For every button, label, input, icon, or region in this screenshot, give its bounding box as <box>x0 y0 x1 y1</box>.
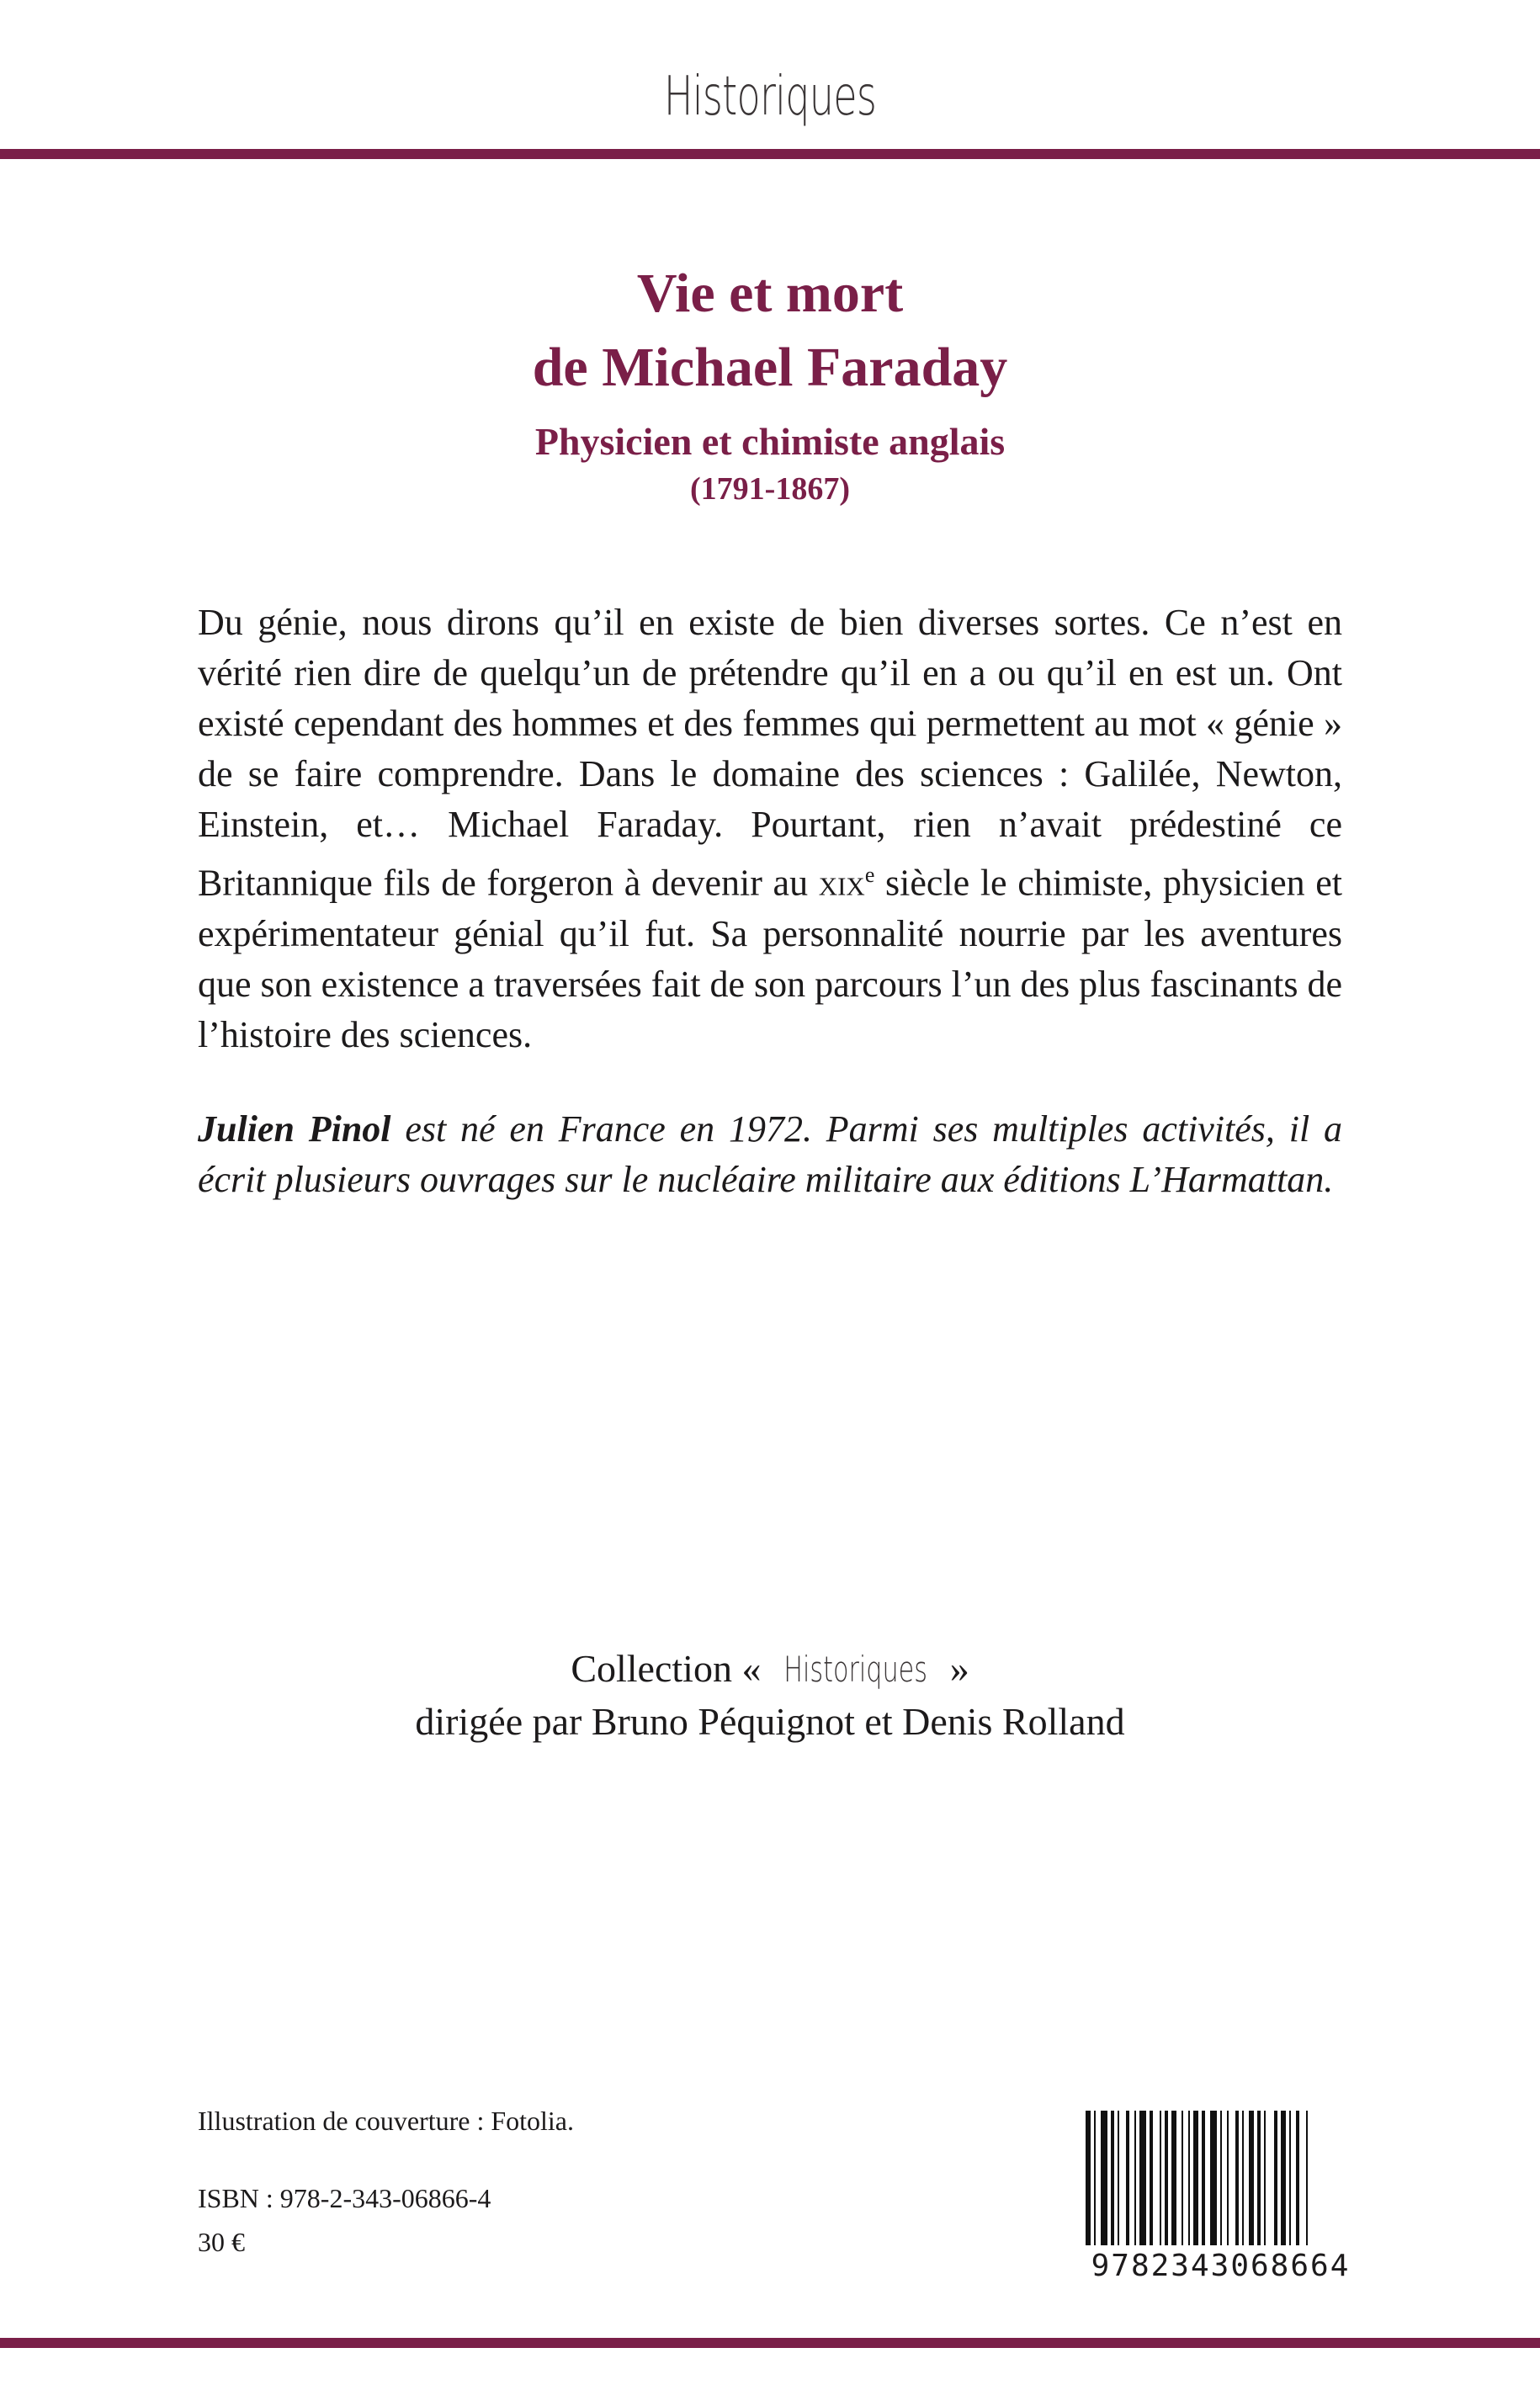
collection-name: Historiques <box>783 1649 927 1690</box>
barcode-bar <box>1094 2111 1096 2245</box>
book-title-line-2: de Michael Faraday <box>532 337 1008 398</box>
collection-info <box>0 1643 1540 1748</box>
barcode-bar <box>1257 2111 1261 2245</box>
blurb-part-1: Du génie, nous dirons qu’il en existe de bien diverses sortes. Ce n’est en vérité rien dire de quelqu’un de prétendre qu’il en a ou qu’il en est un. Ont existé cependant des hommes et des femmes qui permettent au mot « génie » de se faire comprendre. Dans le domaine des sciences : Galilée, Newton, Einstein, et… Michael Faraday. Pourtant, rien n’avait prédestiné ce Britannique fils de forgeron à devenir au <box>198 602 1342 904</box>
blurb-paragraph <box>198 598 1342 1060</box>
barcode-bar <box>1134 2111 1136 2245</box>
barcode-bar <box>1264 2111 1266 2245</box>
price: 30 € <box>198 2227 245 2257</box>
barcode-bar <box>1289 2111 1291 2245</box>
barcode-bar <box>1150 2111 1153 2245</box>
collection-prefix: Collection « <box>571 1647 762 1690</box>
blurb-part-2: siècle le chimiste, physicien et expérimentateur génial qu’il fut. Sa personnalité nourrie par les aventures que son existence a traversées fait de son parcours l’un des plus fascinants de l’histoire des sciences. <box>198 862 1342 1055</box>
barcode-bar <box>1227 2111 1229 2245</box>
barcode-bar <box>1126 2111 1129 2245</box>
barcode-digits: 9782343068664 <box>1091 2249 1351 2283</box>
barcode-bar <box>1171 2111 1176 2245</box>
barcode-bar <box>1160 2111 1161 2245</box>
barcode-bar <box>1274 2111 1277 2245</box>
barcode-bar <box>1182 2111 1183 2245</box>
author-bio-text: est né en France en 1972. Parmi ses multiples activités, il a écrit plusieurs ouvrages sur le nucléaire militaire aux éditions L’Harmattan. <box>198 1108 1343 1200</box>
bottom-divider <box>0 2338 1540 2348</box>
back-cover-text <box>198 598 1342 1205</box>
title-block <box>0 257 1540 511</box>
barcode-bar <box>1220 2111 1222 2245</box>
barcode-bar <box>1281 2111 1286 2245</box>
barcode-bar <box>1210 2111 1217 2245</box>
collection-suffix: » <box>949 1647 969 1690</box>
collection-directors: dirigée par Bruno Péquignot et Denis Rolland <box>415 1700 1125 1743</box>
barcode-bar <box>1111 2111 1114 2245</box>
barcode-bar <box>1306 2111 1308 2245</box>
book-title-line-1: Vie et mort <box>636 263 904 324</box>
barcode-bar <box>1086 2111 1091 2245</box>
illustration-credit: Illustration de couverture : Fotolia. <box>198 2106 574 2136</box>
top-divider <box>0 149 1540 159</box>
century-superscript: e <box>864 863 875 887</box>
barcode-bar <box>1249 2111 1254 2245</box>
barcode-bar <box>1188 2111 1190 2245</box>
barcode-bar <box>1118 2111 1119 2245</box>
book-dates: (1791-1867) <box>690 471 850 507</box>
series-header: Historiques <box>663 66 877 128</box>
barcode-bar <box>1193 2111 1198 2245</box>
book-subtitle: Physicien et chimiste anglais <box>534 420 1006 463</box>
century-numeral: xix <box>818 862 865 904</box>
barcode-bars <box>1084 2111 1357 2245</box>
barcode-bar <box>1101 2111 1107 2245</box>
barcode-icon <box>1084 2111 1357 2245</box>
barcode-bar <box>1242 2111 1244 2245</box>
author-name: Julien Pinol <box>198 1108 391 1150</box>
isbn: ISBN : 978-2-343-06866-4 <box>198 2183 491 2213</box>
barcode-bar <box>1235 2111 1239 2245</box>
collection-line <box>0 1643 1540 1696</box>
barcode-bar <box>1202 2111 1205 2245</box>
barcode-bar <box>1296 2111 1299 2245</box>
barcode-bar <box>1165 2111 1168 2245</box>
author-bio <box>198 1104 1342 1205</box>
barcode-bar <box>1139 2111 1146 2245</box>
